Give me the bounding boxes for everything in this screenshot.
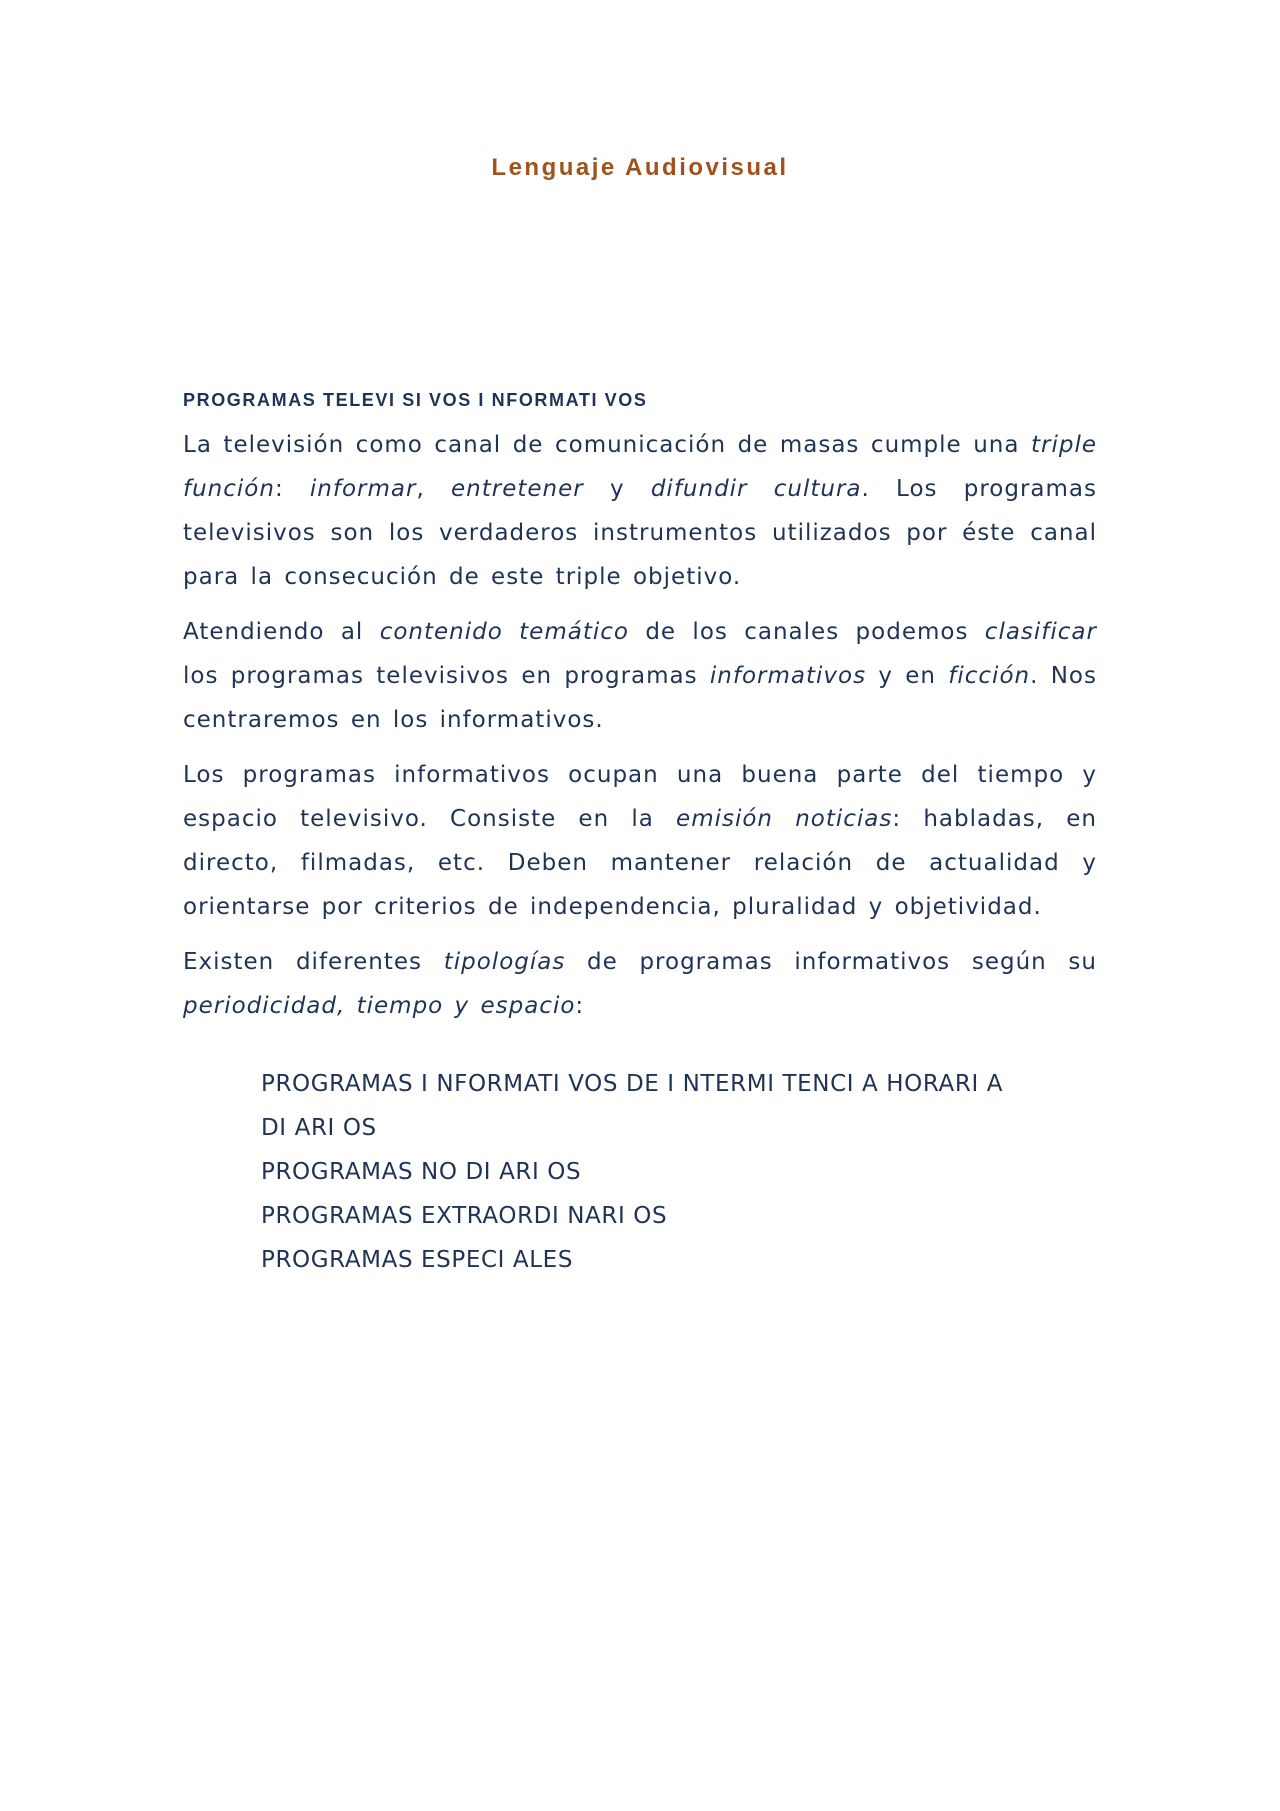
text-segment: de los canales podemos [628, 619, 985, 645]
paragraph-classification [183, 610, 1097, 742]
list-item: DI ARI OS [261, 1115, 377, 1141]
text-segment: y en [866, 663, 949, 689]
paragraph-typologies [183, 940, 1097, 1028]
page-title: Lenguaje Audiovisual [491, 154, 789, 181]
emphasis-informar: informar [309, 476, 417, 502]
text-segment: . Nos centraremos en los informativos. [183, 663, 1097, 733]
text-segment: , [416, 476, 452, 502]
emphasis-entretener: entretener [451, 476, 584, 502]
emphasis-difundir-cultura: difundir cultura [650, 476, 862, 502]
emphasis-clasificar: clasificar [984, 619, 1097, 645]
list-item: PROGRAMAS NO DI ARI OS [261, 1159, 582, 1185]
text-segment: Los programas informativos ocupan una buena parte del tiempo y espacio televisivo. Consiste en la [183, 762, 1097, 832]
text-segment: La televisión como canal de comunicación de masas cumple una [183, 432, 1031, 458]
emphasis-periodicidad: periodicidad, tiempo y espacio [183, 993, 576, 1019]
text-segment: : habladas, en directo, filmadas, etc. Deben mantener relación de actualidad y orientarse por criterios de independencia, pluralidad y objetividad. [183, 806, 1098, 920]
list-item: PROGRAMAS I NFORMATI VOS DE I NTERMI TENCI A HORARI A [261, 1071, 1004, 1097]
program-types-list [261, 1062, 1097, 1282]
emphasis-ficcion: ficción [948, 663, 1031, 689]
text-segment: Atendiendo al [183, 619, 380, 645]
text-segment: de programas informativos según su [565, 949, 1097, 975]
emphasis-tipologias: tipologías [443, 949, 566, 975]
text-segment: : [575, 993, 585, 1019]
list-item: PROGRAMAS ESPECI ALES [261, 1247, 574, 1273]
text-segment: y [583, 476, 651, 502]
section-heading: PROGRAMAS TELEVI SI VOS I NFORMATI VOS [183, 390, 648, 410]
emphasis-triple-funcion: triple función [183, 432, 1097, 502]
document-body [183, 390, 1097, 1282]
list-item: PROGRAMAS EXTRAORDI NARI OS [261, 1203, 668, 1229]
text-segment: los programas televisivos en programas [183, 663, 710, 689]
text-segment: Existen diferentes [183, 949, 444, 975]
text-segment: : [274, 476, 310, 502]
paragraph-news-programs [183, 753, 1097, 929]
emphasis-emision-noticias: emisión noticias [676, 806, 893, 832]
text-segment: . Los programas televisivos son los verdaderos instrumentos utilizados por éste canal para la consecución de este triple objetivo. [183, 476, 1098, 590]
emphasis-informativos: informativos [709, 663, 867, 689]
emphasis-contenido-tematico: contenido temático [379, 619, 629, 645]
paragraph-functions [183, 423, 1097, 599]
